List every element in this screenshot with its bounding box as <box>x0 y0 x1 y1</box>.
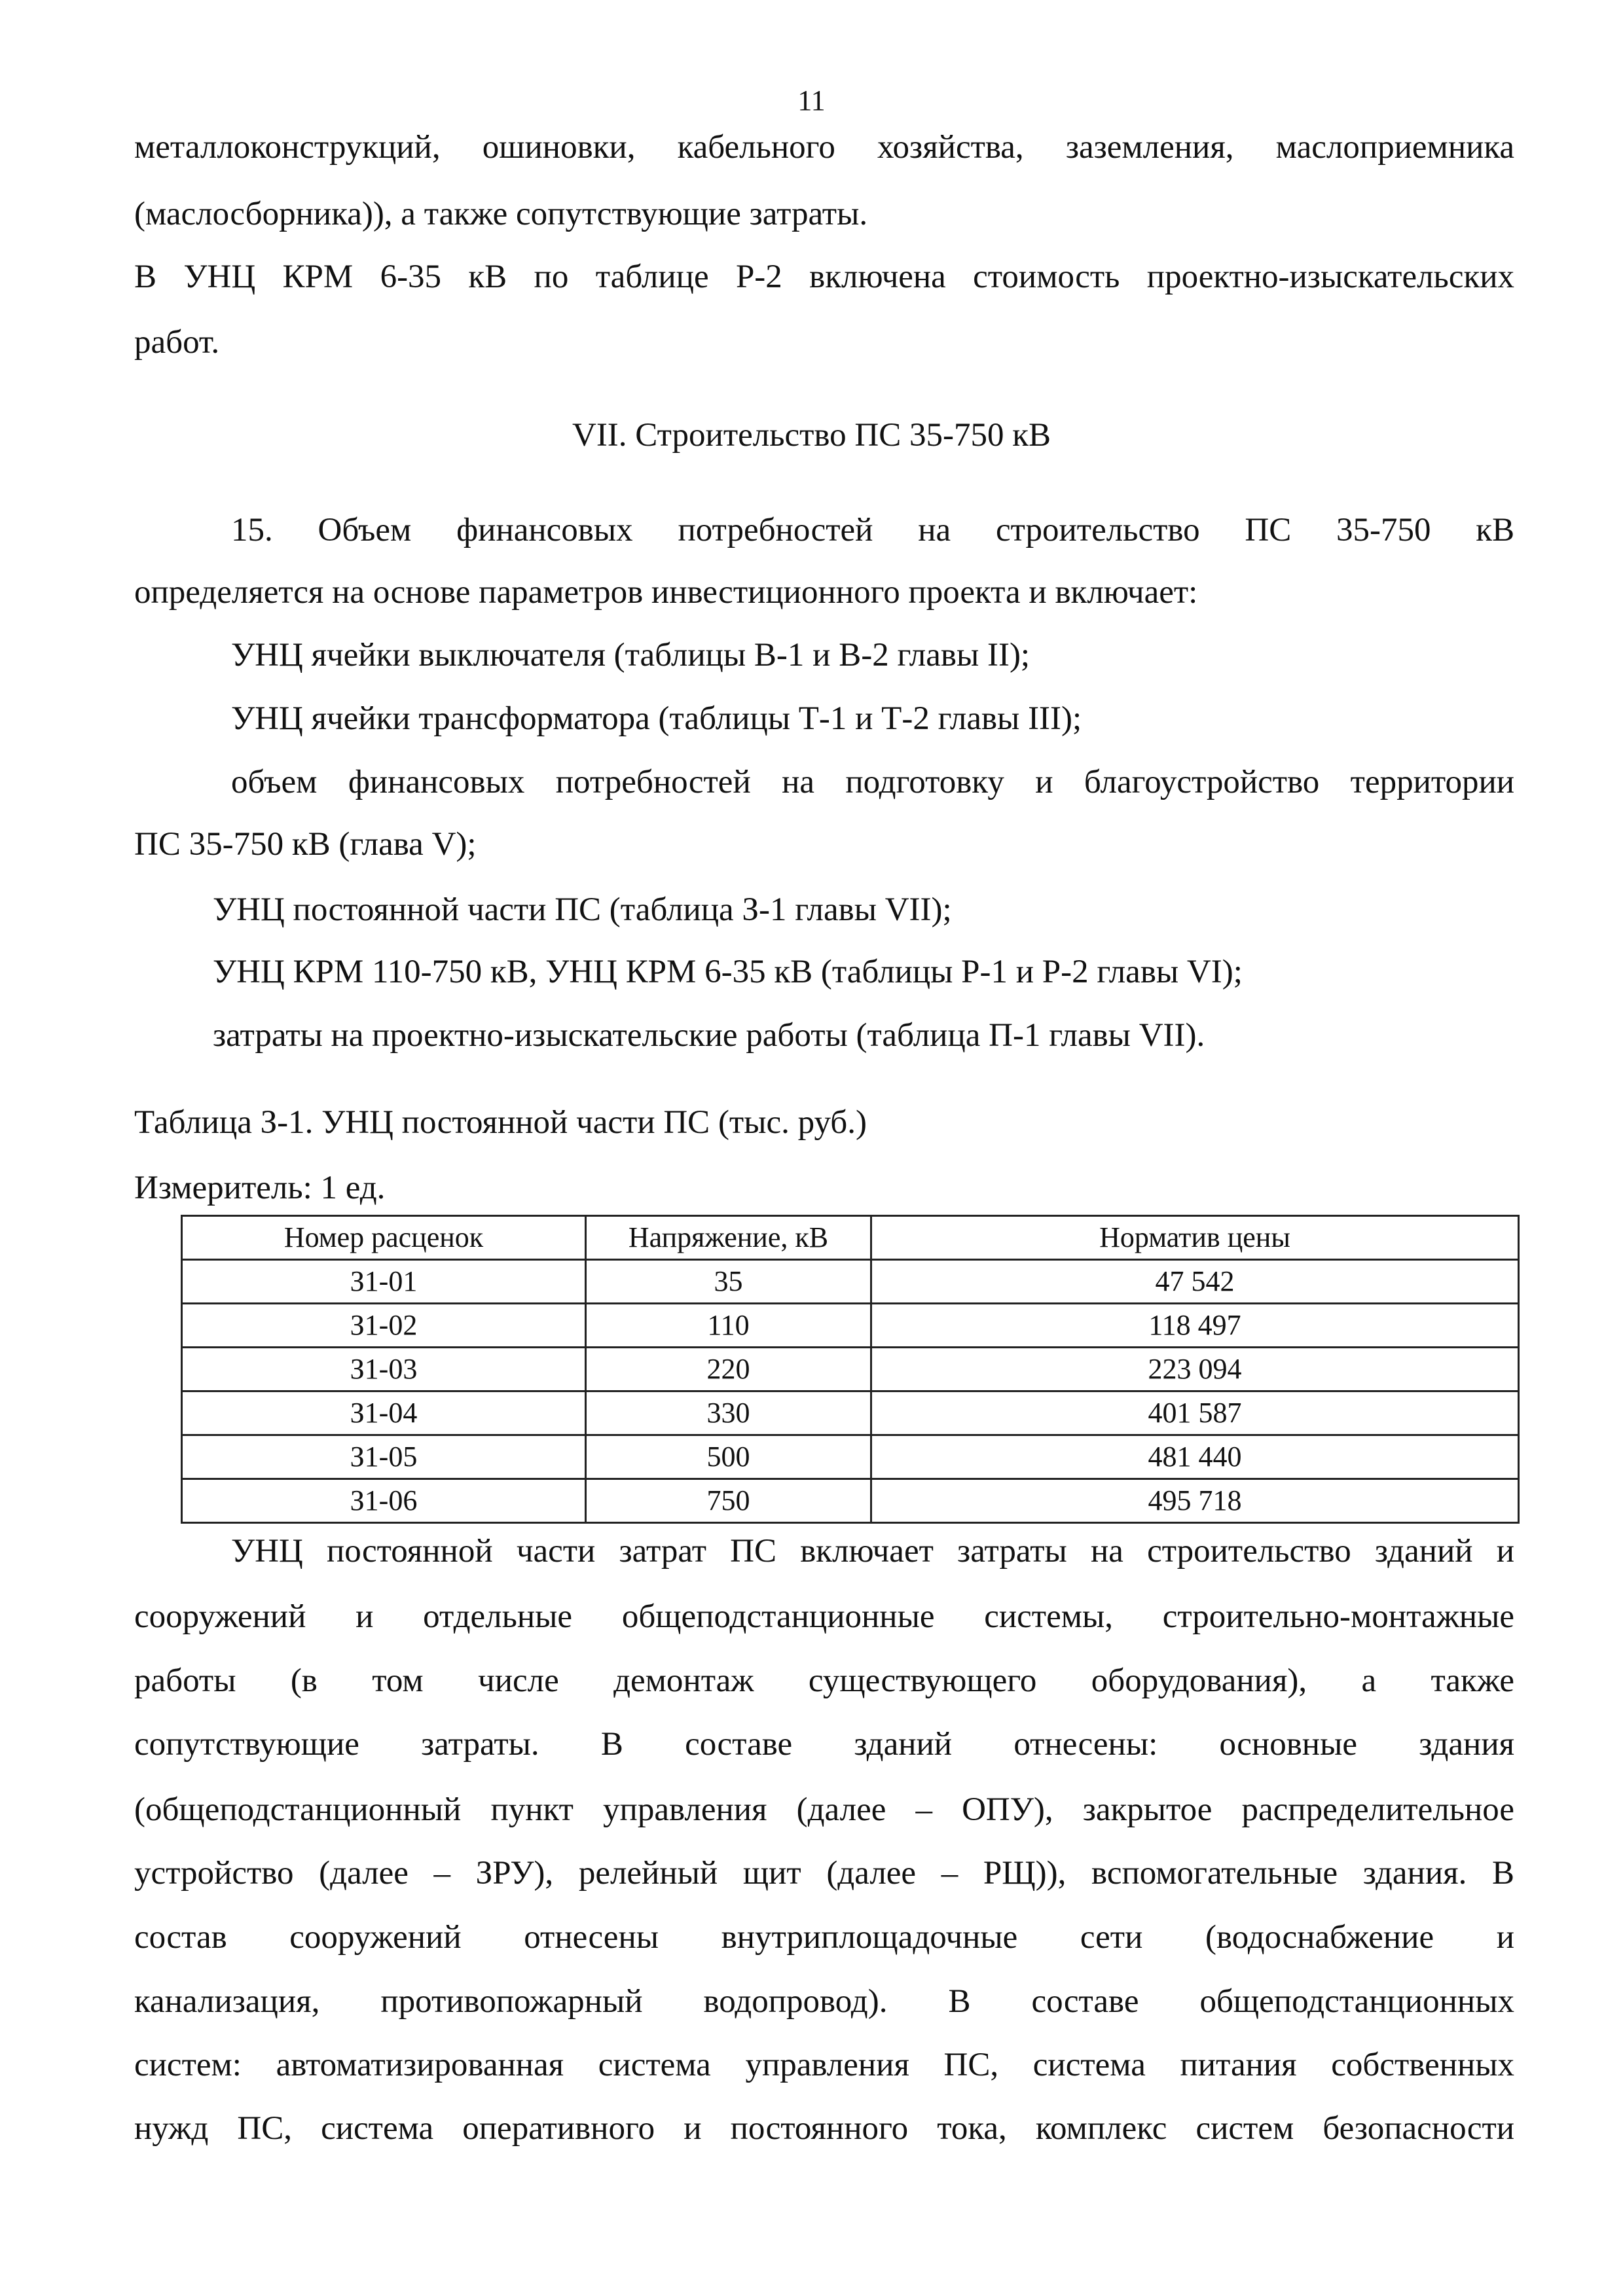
code-cell: З1-05 <box>182 1435 586 1479</box>
code-cell: З1-04 <box>182 1391 586 1435</box>
price-cell: 47 542 <box>871 1260 1519 1304</box>
intro-line-1: металлоконструкций, ошиновки, кабельного хозяйства, заземления, маслоприемника <box>134 129 1515 166</box>
closing-line-2: сооружений и отдельные общеподстанционные системы, строительно-монтажные <box>134 1598 1515 1635</box>
voltage-cell: 500 <box>586 1435 871 1479</box>
voltage-cell: 110 <box>586 1304 871 1348</box>
list-item: объем финансовых потребностей на подготовку и благоустройство территории <box>231 764 1515 800</box>
header-cell: Напряжение, кВ <box>586 1216 871 1260</box>
closing-line-8: канализация, противопожарный водопровод). В составе общеподстанционных <box>134 1983 1514 2020</box>
table-row <box>182 1435 1519 1479</box>
list-item: затраты на проектно-изыскательские работы (таблица П-1 главы VII). <box>213 1017 1205 1054</box>
code-cell: З1-03 <box>182 1348 586 1391</box>
header-cell: Норматив цены <box>871 1216 1519 1260</box>
voltage-cell: 750 <box>586 1479 871 1523</box>
price-table <box>181 1215 1520 1524</box>
closing-line-4: сопутствующие затраты. В составе зданий отнесены: основные здания <box>134 1726 1515 1763</box>
table-caption: Таблица З-1. УНЦ постоянной части ПС (тыс. руб.) <box>134 1104 867 1141</box>
list-item: УНЦ ячейки выключателя (таблицы В-1 и В-2 главы II); <box>231 637 1030 673</box>
table-row <box>182 1479 1519 1523</box>
closing-line-9: систем: автоматизированная система управления ПС, система питания собственных <box>134 2047 1515 2083</box>
closing-line-7: состав сооружений отнесены внутриплощадочные сети (водоснабжение и <box>134 1919 1515 1956</box>
voltage-cell: 220 <box>586 1348 871 1391</box>
table-unit: Измеритель: 1 ед. <box>134 1170 386 1206</box>
closing-line-1: УНЦ постоянной части затрат ПС включает затраты на строительство зданий и <box>231 1533 1515 1570</box>
table-row <box>182 1304 1519 1348</box>
header-cell: Номер расценок <box>182 1216 586 1260</box>
table-row <box>182 1260 1519 1304</box>
intro-line-3: В УНЦ КРМ 6-35 кВ по таблице Р-2 включена стоимость проектно-изыскательских <box>134 259 1515 295</box>
price-cell: 223 094 <box>871 1348 1519 1391</box>
voltage-cell: 35 <box>586 1260 871 1304</box>
page-number: 11 <box>797 84 826 117</box>
closing-line-3: работы (в том числе демонтаж существующего оборудования), а также <box>134 1662 1515 1699</box>
table-header-row <box>182 1216 1519 1260</box>
price-cell: 401 587 <box>871 1391 1519 1435</box>
intro-line-4: работ. <box>134 324 220 361</box>
table-row <box>182 1391 1519 1435</box>
voltage-cell: 330 <box>586 1391 871 1435</box>
intro-line-2: (маслосборника)), а также сопутствующие затраты. <box>134 196 868 232</box>
closing-line-5: (общеподстанционный пункт управления (далее – ОПУ), закрытое распределительное <box>134 1791 1515 1828</box>
list-item: УНЦ ячейки трансформатора (таблицы Т-1 и Т-2 главы III); <box>231 700 1082 737</box>
para15-line-1: 15. Объем финансовых потребностей на строительство ПС 35-750 кВ <box>231 512 1515 548</box>
list-item: УНЦ КРМ 110-750 кВ, УНЦ КРМ 6-35 кВ (таблицы Р-1 и Р-2 главы VI); <box>213 954 1243 990</box>
list-item: ПС 35-750 кВ (глава V); <box>134 826 477 863</box>
price-cell: 495 718 <box>871 1479 1519 1523</box>
price-cell: 118 497 <box>871 1304 1519 1348</box>
code-cell: З1-01 <box>182 1260 586 1304</box>
closing-line-10: нужд ПС, система оперативного и постоянного тока, комплекс систем безопасности <box>134 2110 1515 2147</box>
price-cell: 481 440 <box>871 1435 1519 1479</box>
table-row <box>182 1348 1519 1391</box>
para15-line-2: определяется на основе параметров инвестиционного проекта и включает: <box>134 574 1198 611</box>
list-item: УНЦ постоянной части ПС (таблица З-1 главы VII); <box>213 891 952 928</box>
code-cell: З1-02 <box>182 1304 586 1348</box>
section-heading: VII. Строительство ПС 35-750 кВ <box>572 417 1051 454</box>
code-cell: З1-06 <box>182 1479 586 1523</box>
closing-line-6: устройство (далее – ЗРУ), релейный щит (далее – РЩ)), вспомогательные здания. В <box>134 1855 1515 1892</box>
